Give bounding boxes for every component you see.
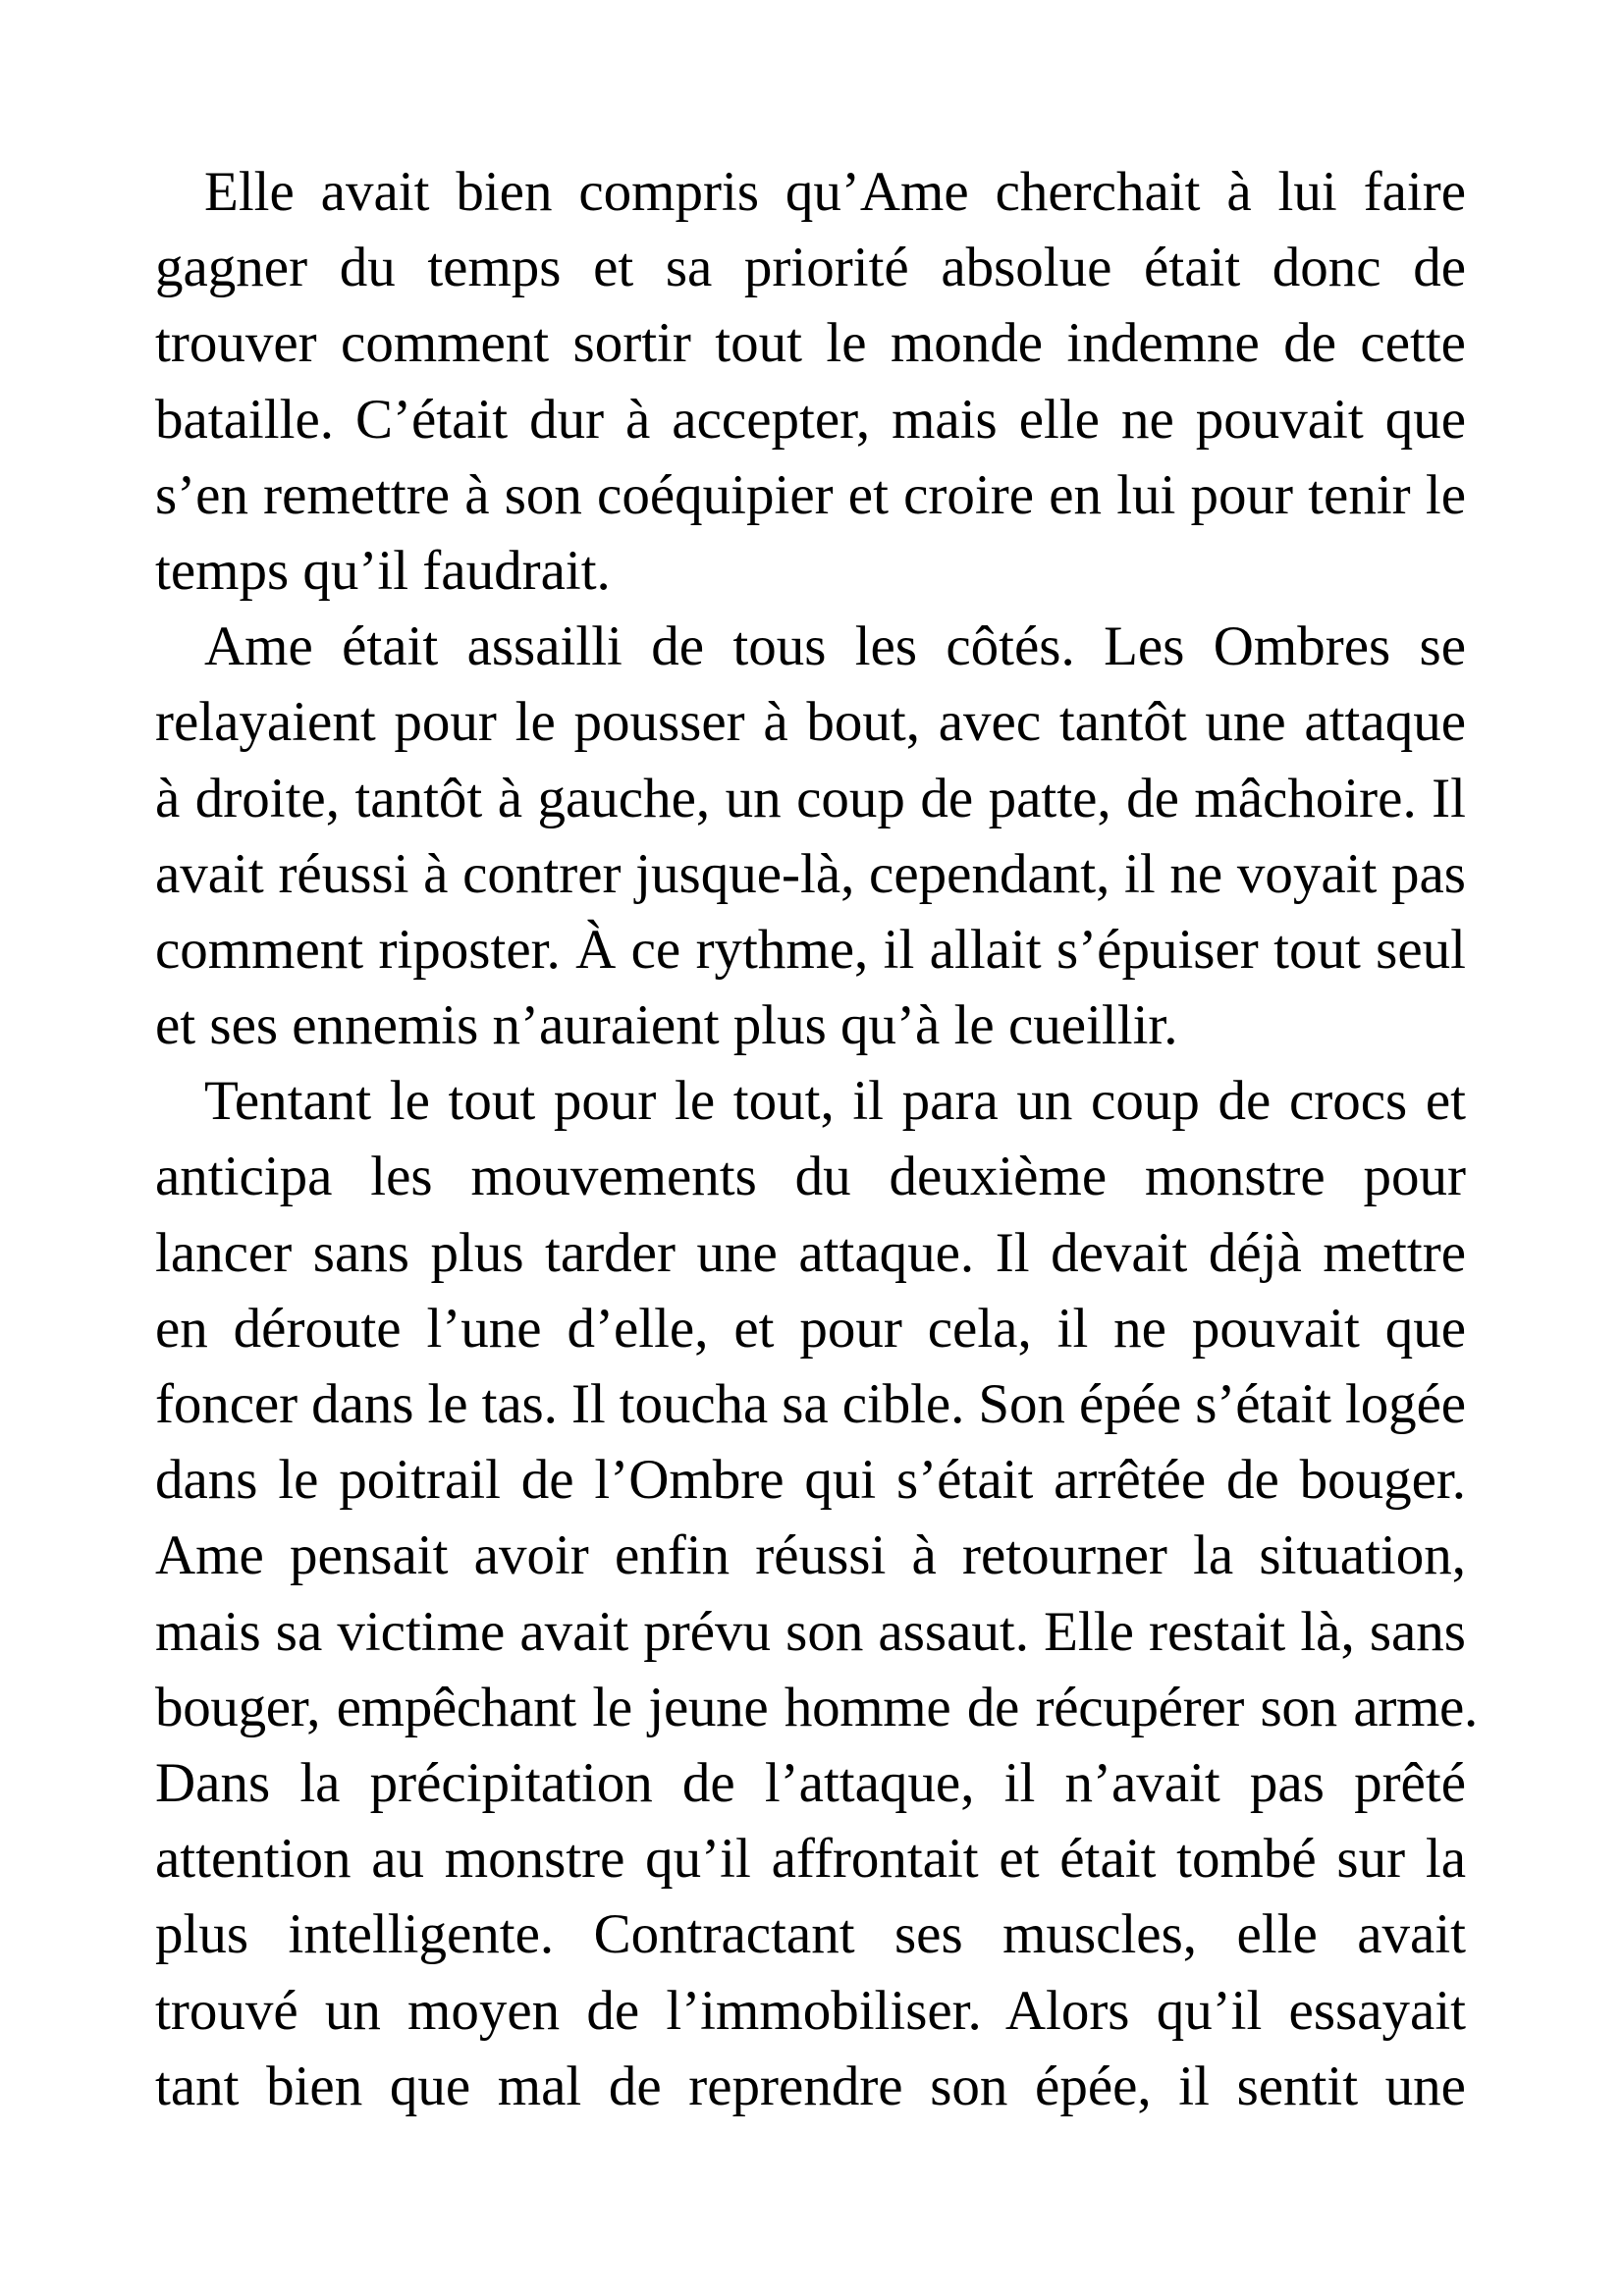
text-line: avait réussi à contrer jusque-là, cependant, il ne voyait pas bbox=[155, 842, 1466, 905]
text-line: Ame était assailli de tous les côtés. Les Ombres se bbox=[204, 615, 1466, 678]
text-line: gagner du temps et sa priorité absolue était donc de bbox=[155, 237, 1466, 299]
text-line: mais sa victime avait prévu son assaut. Elle restait là, sans bbox=[155, 1600, 1466, 1663]
text-line: Elle avait bien compris qu’Ame cherchait à lui faire bbox=[204, 161, 1466, 223]
text-line: relayaient pour le pousser à bout, avec tantôt une attaque bbox=[155, 691, 1466, 754]
text-line: bataille. C’était dur à accepter, mais elle ne pouvait que bbox=[155, 388, 1466, 451]
text-line: s’en remettre à son coéquipier et croire en lui pour tenir le bbox=[155, 463, 1466, 526]
text-line: bouger, empêchant le jeune homme de récupérer son arme. bbox=[155, 1676, 1478, 1738]
text-line: à droite, tantôt à gauche, un coup de patte, de mâchoire. Il bbox=[155, 767, 1466, 829]
text-line: comment riposter. À ce rythme, il allait s’épuiser tout seul bbox=[155, 918, 1466, 981]
paragraph-2 bbox=[155, 609, 1466, 1063]
text-line: et ses ennemis n’auraient plus qu’à le cueillir. bbox=[155, 994, 1178, 1057]
text-line: trouver comment sortir tout le monde indemne de cette bbox=[155, 312, 1466, 375]
text-line: en déroute l’une d’elle, et pour cela, il ne pouvait que bbox=[155, 1297, 1466, 1360]
paragraph-1 bbox=[155, 154, 1466, 609]
text-line: temps qu’il faudrait. bbox=[155, 539, 611, 602]
text-line: Dans la précipitation de l’attaque, il n’avait pas prêté bbox=[155, 1751, 1466, 1814]
text-line: foncer dans le tas. Il toucha sa cible. Son épée s’était logée bbox=[155, 1373, 1466, 1435]
paragraph-3 bbox=[155, 1063, 1478, 2124]
text-line: anticipa les mouvements du deuxième monstre pour bbox=[155, 1146, 1466, 1208]
text-line: Ame pensait avoir enfin réussi à retourner la situation, bbox=[155, 1524, 1466, 1587]
text-line: attention au monstre qu’il affrontait et était tombé sur la bbox=[155, 1828, 1466, 1891]
text-line: tant bien que mal de reprendre son épée, il sentit une bbox=[155, 2055, 1466, 2117]
text-line: Tentant le tout pour le tout, il para un coup de crocs et bbox=[204, 1070, 1466, 1133]
text-line: lancer sans plus tarder une attaque. Il devait déjà mettre bbox=[155, 1221, 1466, 1284]
text-line: trouvé un moyen de l’immobiliser. Alors qu’il essayait bbox=[155, 1979, 1466, 2042]
body-text bbox=[155, 154, 1478, 2124]
text-line: dans le poitrail de l’Ombre qui s’était arrêtée de bouger. bbox=[155, 1449, 1466, 1512]
text-line: plus intelligente. Contractant ses muscles, elle avait bbox=[155, 1903, 1466, 1966]
